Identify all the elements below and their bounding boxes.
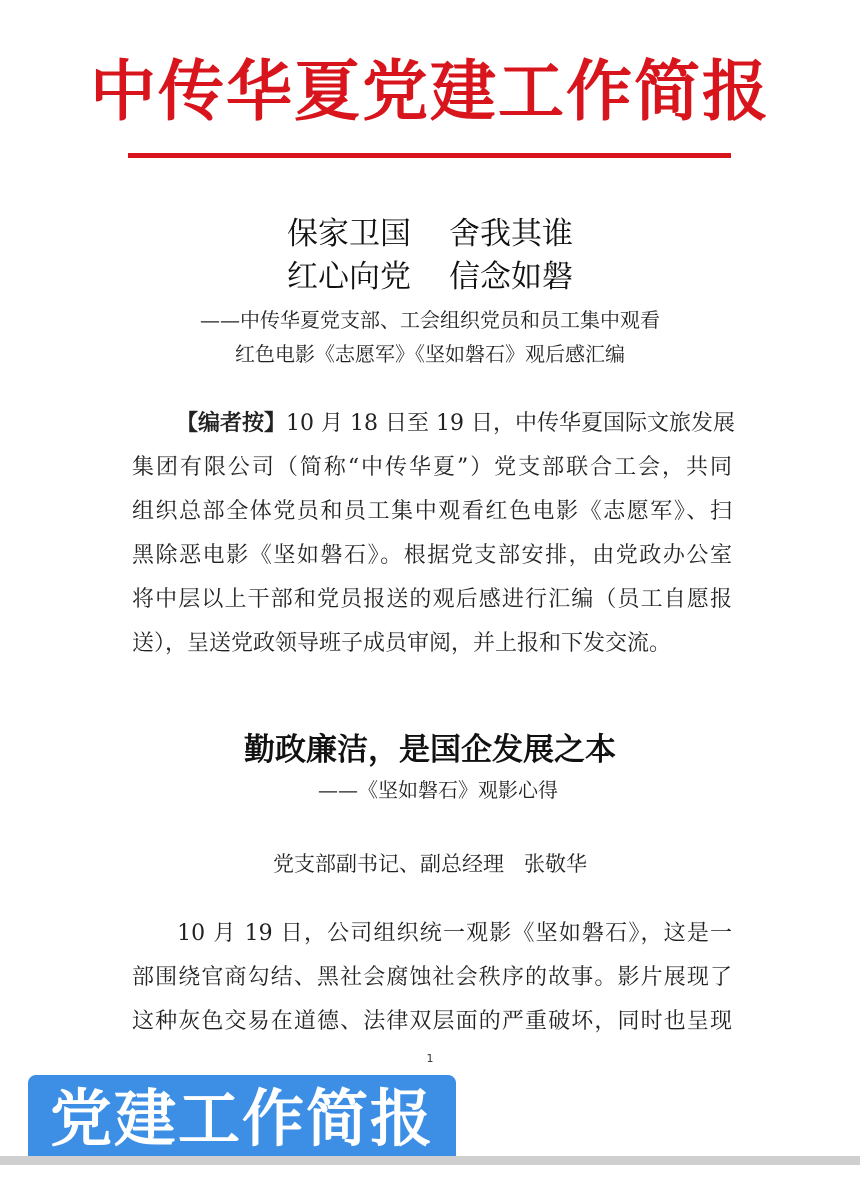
editor-note-line-3: 组织总部全体党员和员工集中观看红色电影《志愿军》、扫 — [132, 499, 732, 524]
article-body — [132, 912, 732, 1044]
feature-subtitle-line-1: ——中传华夏党支部、工会组织党员和员工集中观看 — [200, 308, 660, 332]
editor-note-line-6: 送），呈送党政领导班子成员审阅，并上报和下发交流。 — [132, 631, 672, 656]
author-role: 党支部副书记、副总经理 — [273, 852, 504, 876]
article-title: 勤政廉洁，是国企发展之本 — [244, 732, 616, 768]
feature-title-line-2 — [0, 257, 860, 297]
feature-title-2a: 红心向党 — [287, 259, 411, 295]
article-body-line-2: 部围绕官商勾结、黑社会腐蚀社会秩序的故事。影片展现了 — [132, 965, 732, 990]
masthead-title: 中传华夏党建工作简报 — [90, 53, 770, 130]
bottom-divider — [0, 1156, 860, 1165]
red-divider — [128, 153, 731, 158]
article-body-line-1: 10 月 19 日，公司组织统一观影《坚如磐石》，这是一 — [154, 921, 732, 946]
feature-title-line-1 — [0, 214, 860, 254]
feature-subtitle-line-2: 红色电影《志愿军》《坚如磐石》观后感汇编 — [235, 342, 625, 366]
editor-note-line-5: 将中层以上干部和党员报送的观后感进行汇编（员工自愿报 — [132, 587, 732, 612]
editor-note-line — [132, 402, 735, 446]
feature-title-2b: 信念如磐 — [449, 259, 573, 295]
bulletin-banner: 党建工作简报 — [28, 1075, 456, 1163]
author-line — [0, 848, 860, 880]
feature-title-1a: 保家卫国 — [287, 216, 411, 252]
editor-note-line-4: 黑除恶电影《坚如磐石》。根据党支部安排，由党政办公室 — [132, 543, 732, 568]
author-name: 张敬华 — [524, 852, 587, 876]
page-number: 1 — [426, 1052, 434, 1065]
editor-note-line-1: 10 月 18 日至 19 日，中传华夏国际文旅发展 — [286, 411, 735, 436]
editor-note-line-2: 集团有限公司（简称“中传华夏”）党支部联合工会，共同 — [132, 455, 732, 480]
feature-title-1b: 舍我其谁 — [449, 216, 573, 252]
editor-note — [132, 402, 735, 666]
article-subtitle: ——《坚如磐石》观影心得 — [318, 778, 558, 802]
article-body-line-3: 这种灰色交易在道德、法律双层面的严重破坏，同时也呈现 — [132, 1009, 732, 1034]
editor-note-tag: 【编者按】 — [176, 411, 287, 436]
